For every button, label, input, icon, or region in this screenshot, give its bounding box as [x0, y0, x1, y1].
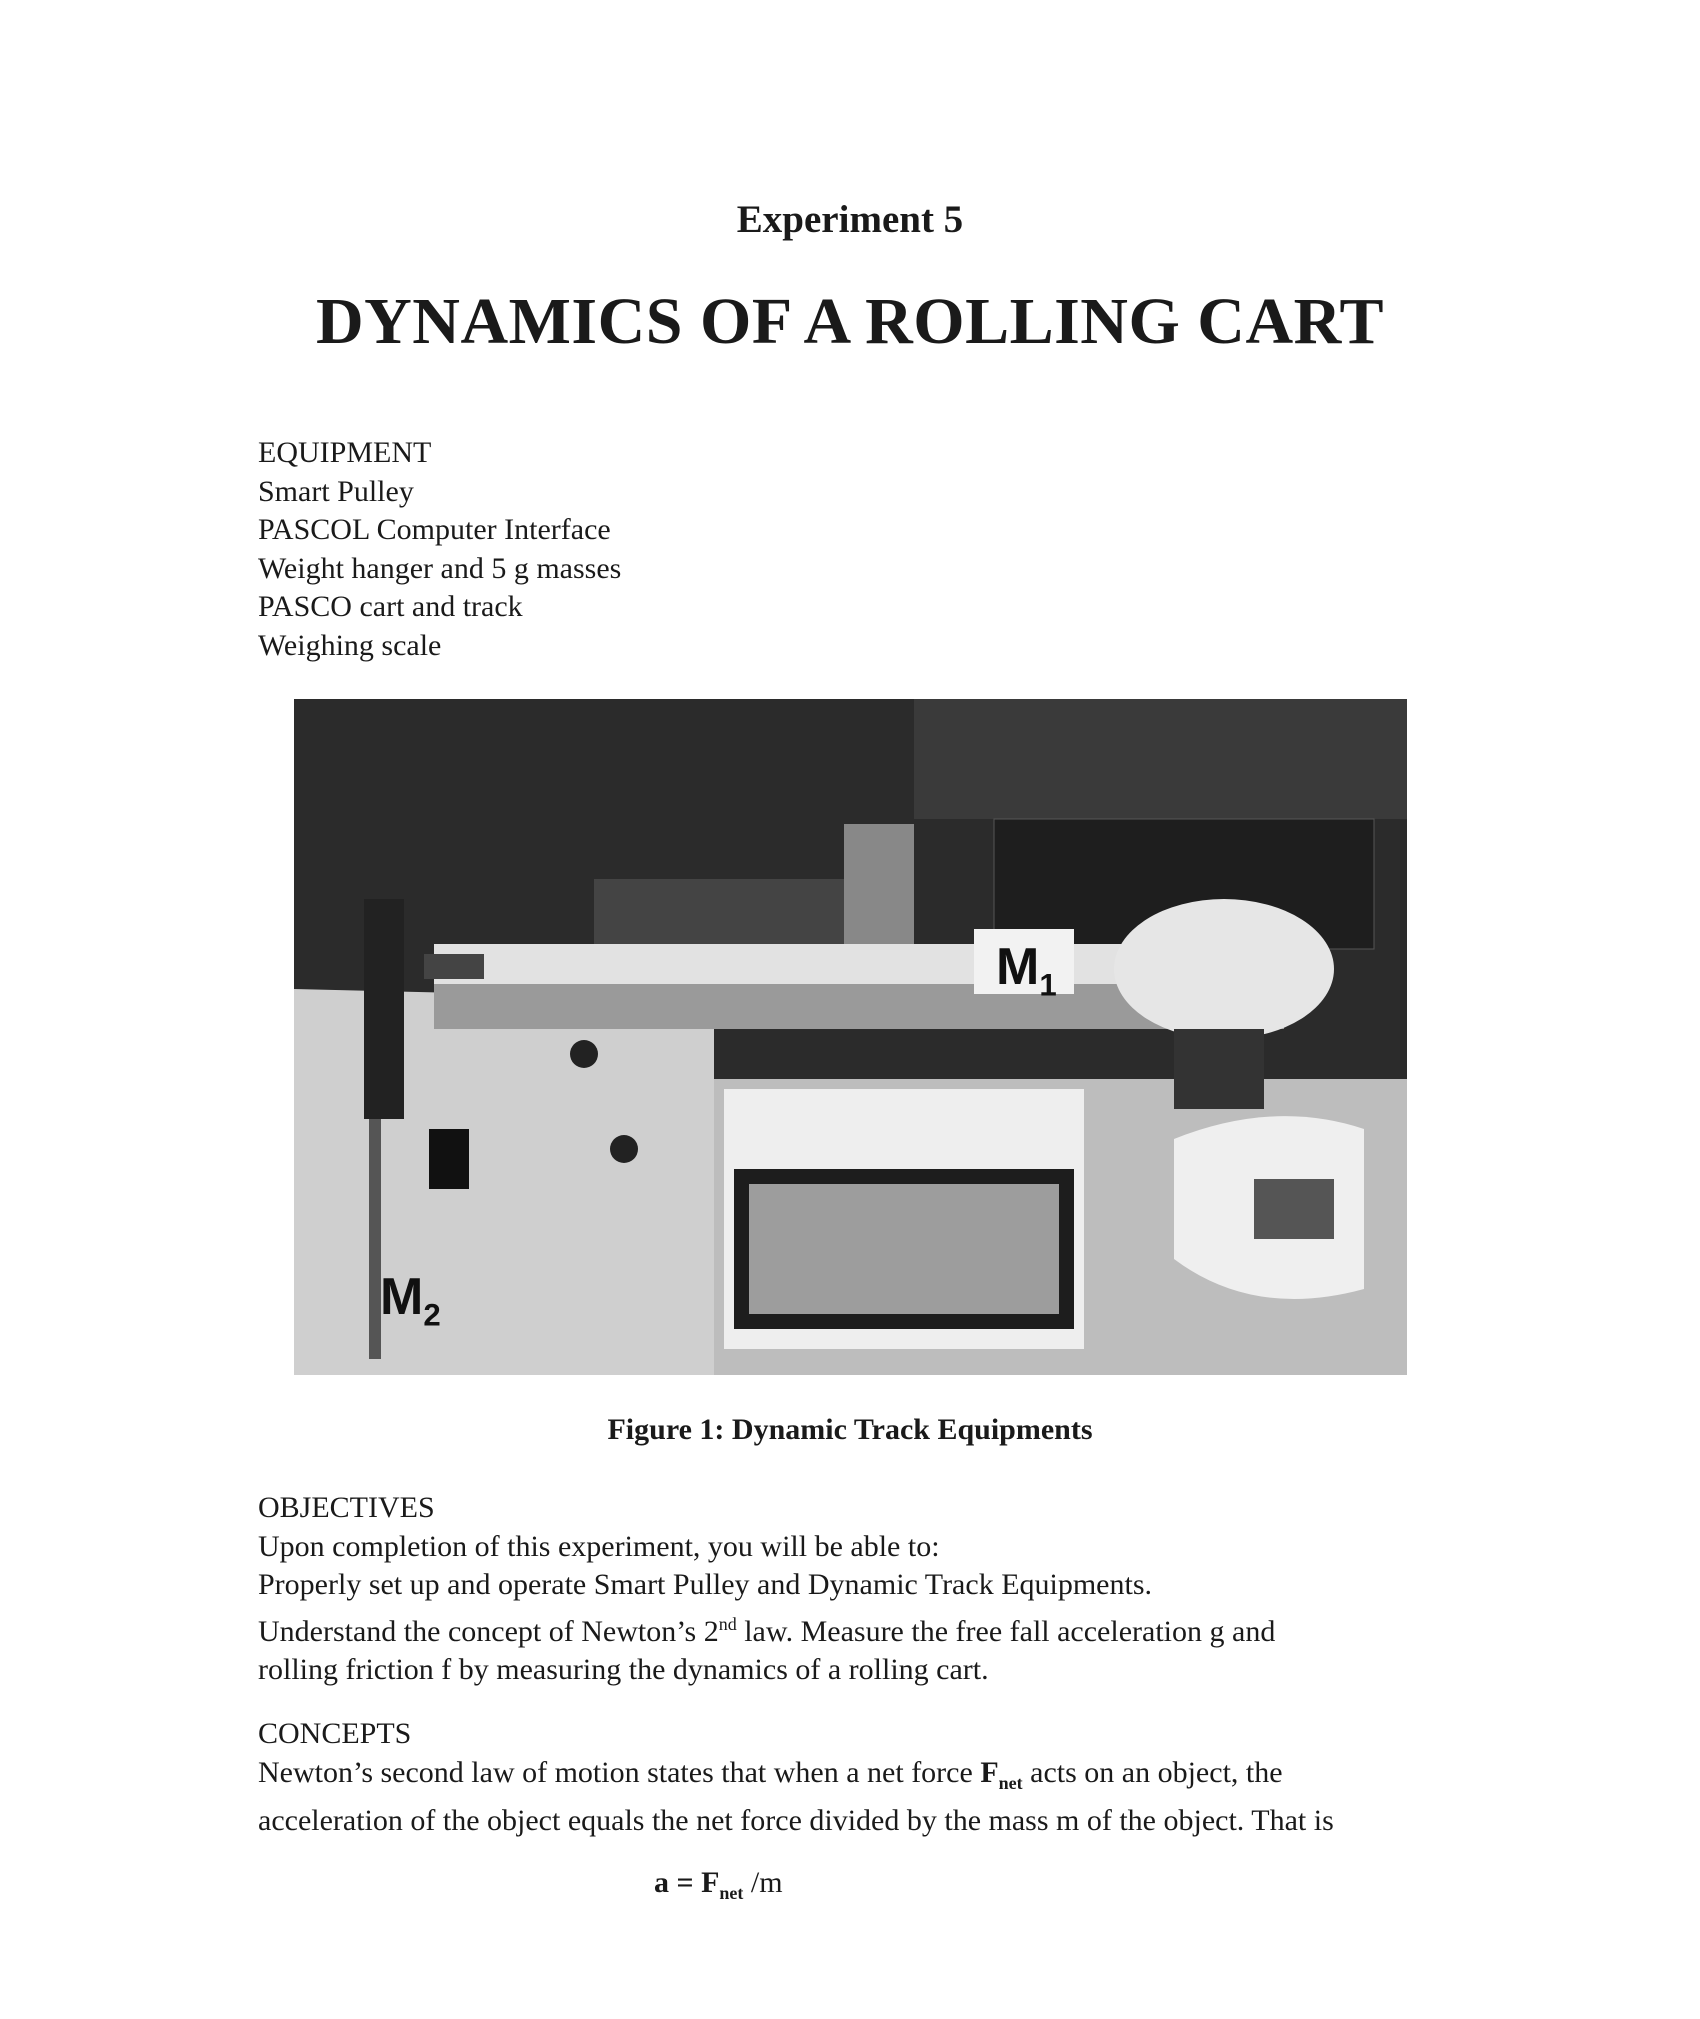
objectives-text: Properly set up and operate Smart Pulley and Dynamic Track Equipments. [258, 1568, 1153, 1601]
equipment-photo-illustration [294, 699, 1407, 1375]
experiment-number: Experiment 5 [736, 198, 964, 241]
objectives-text: Understand the concept of Newton’s 2nd law. Measure the free fall acceleration g and [258, 1613, 1276, 1648]
equipment-item: Weight hanger and 5 g masses [258, 551, 622, 585]
figure-caption: Figure 1: Dynamic Track Equipments [607, 1413, 1093, 1446]
equipment-item: Smart Pulley [258, 474, 414, 508]
equipment-section [258, 434, 621, 665]
equipment-heading: EQUIPMENT [258, 436, 432, 469]
concepts-heading: CONCEPTS [258, 1717, 412, 1750]
objectives-section [258, 1489, 1275, 1690]
equipment-item: PASCO cart and track [258, 590, 523, 623]
equation: $a = F_{net}$ /m [654, 1866, 783, 1903]
label-m2: $M_2$ [380, 1268, 441, 1333]
objectives-heading: OBJECTIVES [258, 1491, 435, 1524]
page-title: DYNAMICS OF A ROLLING CART [315, 285, 1384, 358]
concepts-section [258, 1715, 1334, 1841]
concepts-text: Newton’s second law of motion states that when a net force $F_{net}$ acts on an object, the [258, 1755, 1283, 1793]
objectives-text: rolling friction f by measuring the dynamics of a rolling cart. [258, 1653, 989, 1686]
concepts-text: acceleration of the object equals the net force divided by the mass m of the object. That is [258, 1804, 1334, 1837]
label-m1: $M_1$ [996, 938, 1057, 1003]
objectives-text: Upon completion of this experiment, you will be able to: [258, 1529, 940, 1563]
equipment-photo [294, 699, 1407, 1375]
equipment-item: PASCOL Computer Interface [258, 513, 611, 546]
equipment-item: Weighing scale [258, 628, 442, 662]
